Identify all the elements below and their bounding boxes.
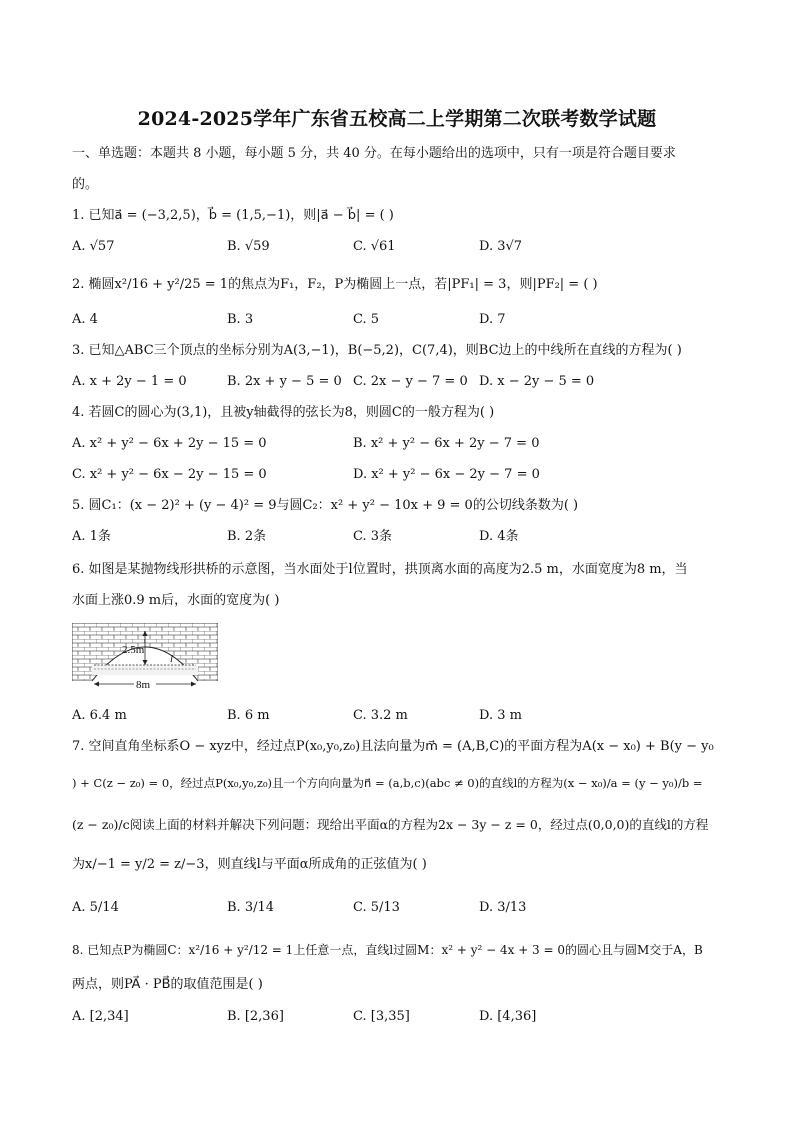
question-1-option-d: D. 3√7 (479, 239, 523, 254)
question-7-option-a: A. 5/14 (72, 900, 119, 915)
question-8-stem-line1: 8. 已知点P为椭圆C：x²/16 + y²/12 = 1上任意一点，直线l过圆M：x² + y² − 4x + 3 = 0的圆心且与圆M交于A，B (72, 943, 703, 957)
section-heading-line1: 一、单选题：本题共 8 小题，每小题 5 分，共 40 分。在每小题给出的选项中，只有一项是符合题目要求 (72, 146, 676, 161)
question-5-option-c: C. 3条 (353, 529, 393, 544)
question-3-option-a: A. x + 2y − 1 = 0 (72, 374, 187, 389)
question-6-stem-line2: 水面上涨0.9 m后，水面的宽度为( ) (72, 593, 280, 608)
height-label: 2.5m (122, 644, 145, 656)
water-line-label: l (170, 653, 174, 665)
question-7-stem-line4: 为x/−1 = y/2 = z/−3，则直线l与平面α所成角的正弦值为( ) (72, 857, 427, 872)
question-8-option-d: D. [4,36] (479, 1009, 537, 1024)
question-8-option-c: C. [3,35] (353, 1009, 410, 1024)
question-5-option-d: D. 4条 (479, 529, 519, 544)
question-2-stem: 2. 椭圆x²/16 + y²/25 = 1的焦点为F₁，F₂，P为椭圆上一点，若|PF₁| = 3，则|PF₂| = ( ) (72, 277, 598, 292)
question-7-option-b: B. 3/14 (227, 900, 275, 915)
question-3-option-d: D. x − 2y − 5 = 0 (479, 374, 595, 389)
question-2-option-d: D. 7 (479, 312, 506, 327)
page-title: 2024-2025学年广东省五校高二上学期第二次联考数学试题 (137, 108, 657, 130)
question-2-option-b: B. 3 (227, 312, 254, 327)
question-6-option-d: D. 3 m (479, 708, 522, 723)
question-8-option-b: B. [2,36] (227, 1009, 284, 1024)
question-7-stem-line1: 7. 空间直角坐标系O − xyz中，经过点P(x₀,y₀,z₀)且法向量为m⃗ = (A,B,C)的平面方程为A(x − x₀) + B(y − y₀ (72, 739, 714, 754)
question-4-option-a: A. x² + y² − 6x + 2y − 15 = 0 (72, 436, 267, 451)
question-1-option-b: B. √59 (227, 239, 270, 254)
question-1-option-c: C. √61 (353, 239, 396, 254)
question-5-option-a: A. 1条 (72, 529, 111, 544)
width-arrow-head-right (191, 682, 196, 687)
question-4-option-b: B. x² + y² − 6x + 2y − 7 = 0 (353, 436, 540, 451)
question-6-stem-line1: 6. 如图是某抛物线形拱桥的示意图，当水面处于l位置时，拱顶离水面的高度为2.5 m，水面宽度为8 m，当 (72, 562, 688, 577)
question-6-option-b: B. 6 m (227, 708, 270, 723)
question-8-option-a: A. [2,34] (72, 1009, 129, 1024)
question-5-stem: 5. 圆C₁：(x − 2)² + (y − 4)² = 9与圆C₂：x² + y² − 10x + 9 = 0的公切线条数为( ) (72, 498, 579, 513)
question-4-option-d: D. x² + y² − 6x − 2y − 7 = 0 (353, 467, 540, 482)
question-5-option-b: B. 2条 (227, 529, 267, 544)
question-7-stem-line2: ) + C(z − z₀) = 0，经过点P(x₀,y₀,z₀)且一个方向向量为n⃗ = (a,b,c)(abc ≠ 0)的直线l的方程为(x − x₀)/a = (y − y₀)/b = (72, 776, 703, 790)
water (92, 665, 198, 675)
question-4-stem: 4. 若圆C的圆心为(3,1)，且被y轴截得的弦长为8，则圆C的一般方程为( ) (72, 405, 495, 420)
question-1-option-a: A. √57 (72, 239, 115, 254)
width-arrow-head-left (94, 682, 99, 687)
question-7-stem-line3: (z − z₀)/c阅读上面的材料并解决下列问题：现给出平面α的方程为2x − 3y − z = 0，经过点(0,0,0)的直线l的方程 (72, 817, 709, 832)
question-2-option-c: C. 5 (353, 312, 380, 327)
width-label: 8m (136, 679, 151, 691)
question-7-option-c: C. 5/13 (353, 900, 400, 915)
question-7-option-d: D. 3/13 (479, 900, 527, 915)
section-heading-line2: 的。 (72, 177, 99, 192)
question-6-option-a: A. 6.4 m (72, 708, 127, 723)
question-3-option-b: B. 2x + y − 5 = 0 (227, 374, 342, 389)
question-2-option-a: A. 4 (72, 312, 98, 327)
question-1-stem: 1. 已知a⃗ = (−3,2,5)，b⃗ = (1,5,−1)，则|a⃗ − b⃗| = ( ) (72, 208, 394, 223)
question-3-stem: 3. 已知△ABC三个顶点的坐标分别为A(3,−1)，B(−5,2)，C(7,4)，则BC边上的中线所在直线的方程为( ) (72, 343, 682, 358)
question-3-option-c: C. 2x − y − 7 = 0 (353, 374, 468, 389)
question-8-stem-line2: 两点，则PA⃗ · PB⃗的取值范围是( ) (72, 977, 263, 992)
question-4-option-c: C. x² + y² − 6x − 2y − 15 = 0 (72, 467, 267, 482)
arch-bridge-figure (72, 623, 218, 691)
question-6-option-c: C. 3.2 m (353, 708, 408, 723)
